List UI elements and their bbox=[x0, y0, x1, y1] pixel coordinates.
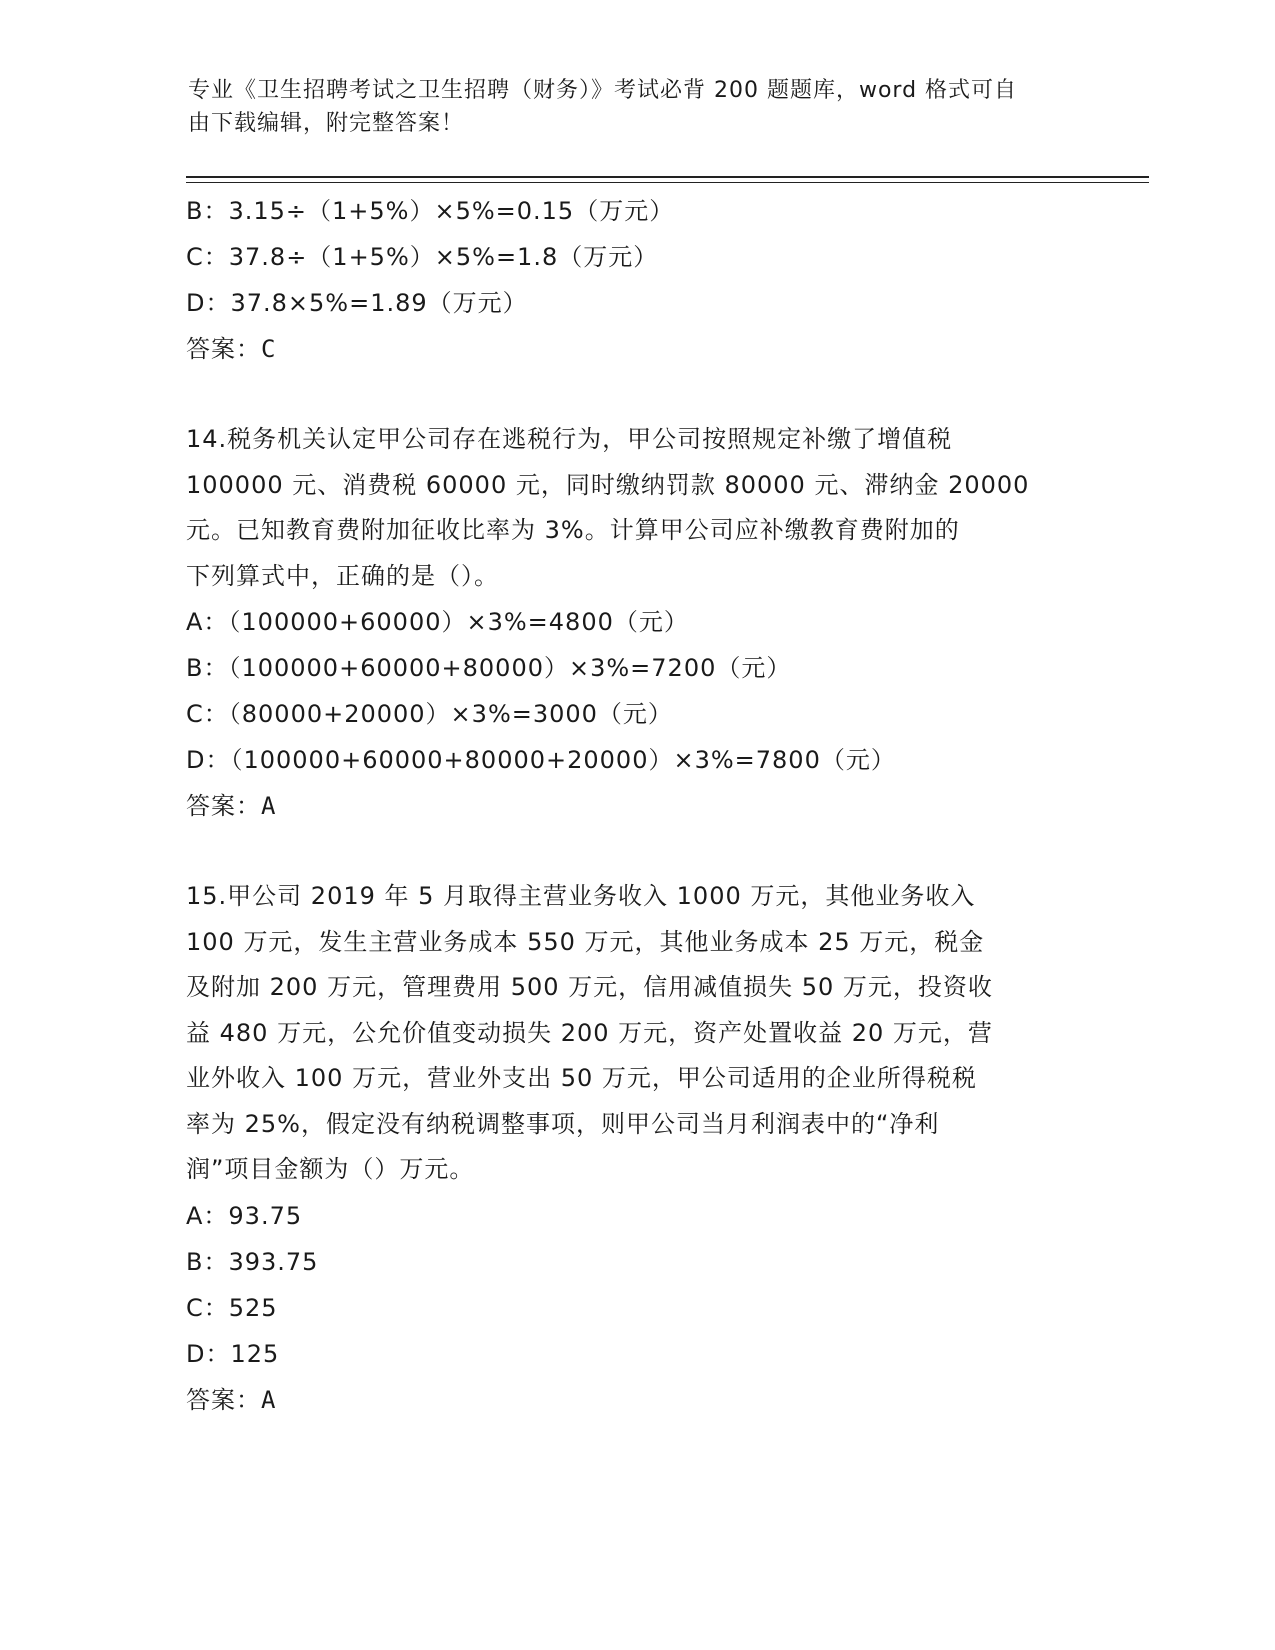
spacer bbox=[186, 372, 1086, 417]
q14-stem bbox=[186, 417, 1086, 599]
q15-stem-line: 15.甲公司 2019 年 5 月取得主营业务收入 1000 万元，其他业务收入 bbox=[186, 882, 976, 910]
q15-option-d: D：125 bbox=[186, 1339, 280, 1368]
q14-answer bbox=[186, 783, 1086, 829]
question-13-tail bbox=[186, 188, 1086, 372]
q15-option-c: C：525 bbox=[186, 1293, 278, 1322]
q14-stem-line: 下列算式中，正确的是（）。 bbox=[186, 561, 499, 590]
q13-answer-value: C bbox=[261, 335, 277, 363]
q15-stem-line: 益 480 万元，公允价值变动损失 200 万元，资产处置收益 20 万元，营 bbox=[186, 1018, 993, 1047]
q15-stem bbox=[186, 874, 1086, 1193]
question-14 bbox=[186, 417, 1086, 829]
question-content bbox=[186, 188, 1086, 1423]
question-15 bbox=[186, 874, 1086, 1423]
q14-option-a: A：（100000+60000）×3%=4800（元） bbox=[186, 608, 689, 636]
header-line-2: 由下载编辑，附完整答案！ bbox=[188, 111, 465, 136]
header-line-1: 专业《卫生招聘考试之卫生招聘（财务）》考试必背 200 题题库，word 格式可自 bbox=[188, 78, 1018, 103]
q13-option-d: D：37.8×5%=1.89（万元） bbox=[186, 289, 528, 317]
spacer bbox=[186, 829, 1086, 874]
q14-stem-line: 14.税务机关认定甲公司存在逃税行为，甲公司按照规定补缴了增值税 bbox=[186, 425, 953, 453]
q15-option-a: A：93.75 bbox=[186, 1201, 303, 1230]
q13-answer-label: 答案： bbox=[186, 335, 261, 363]
q15-option-b: B：393.75 bbox=[186, 1247, 319, 1276]
q15-stem-line: 润”项目金额为（）万元。 bbox=[186, 1155, 475, 1183]
q15-stem-line: 及附加 200 万元，管理费用 500 万元，信用减值损失 50 万元，投资收 bbox=[186, 973, 993, 1001]
q14-option-d: D：（100000+60000+80000+20000）×3%=7800（元） bbox=[186, 746, 896, 774]
header-divider-thick bbox=[186, 176, 1149, 178]
q14-answer-label: 答案： bbox=[186, 792, 261, 820]
q14-stem-line: 100000 元、消费税 60000 元，同时缴纳罚款 80000 元、滞纳金 20000 bbox=[186, 470, 1030, 499]
q15-answer bbox=[186, 1377, 1086, 1423]
q15-stem-line: 率为 25%，假定没有纳税调整事项，则甲公司当月利润表中的“净利 bbox=[186, 1109, 940, 1138]
q15-stem-line: 业外收入 100 万元，营业外支出 50 万元，甲公司适用的企业所得税税 bbox=[186, 1064, 977, 1092]
q15-answer-label: 答案： bbox=[186, 1385, 261, 1414]
q15-stem-line: 100 万元，发生主营业务成本 550 万元，其他业务成本 25 万元，税金 bbox=[186, 927, 985, 956]
q14-answer-value: A bbox=[261, 792, 277, 820]
q15-answer-value: A bbox=[261, 1385, 277, 1414]
q13-option-c: C：37.8÷（1+5%）×5%=1.8（万元） bbox=[186, 243, 659, 271]
q14-option-c: C：（80000+20000）×3%=3000（元） bbox=[186, 700, 673, 728]
q13-option-b: B：3.15÷（1+5%）×5%=0.15（万元） bbox=[186, 197, 675, 225]
document-header bbox=[188, 74, 1068, 140]
q14-stem-line: 元。已知教育费附加征收比率为 3%。计算甲公司应补缴教育费附加的 bbox=[186, 516, 960, 544]
header-divider-thin bbox=[186, 182, 1149, 183]
q13-answer bbox=[186, 326, 1086, 372]
q14-option-b: B：（100000+60000+80000）×3%=7200（元） bbox=[186, 654, 792, 682]
